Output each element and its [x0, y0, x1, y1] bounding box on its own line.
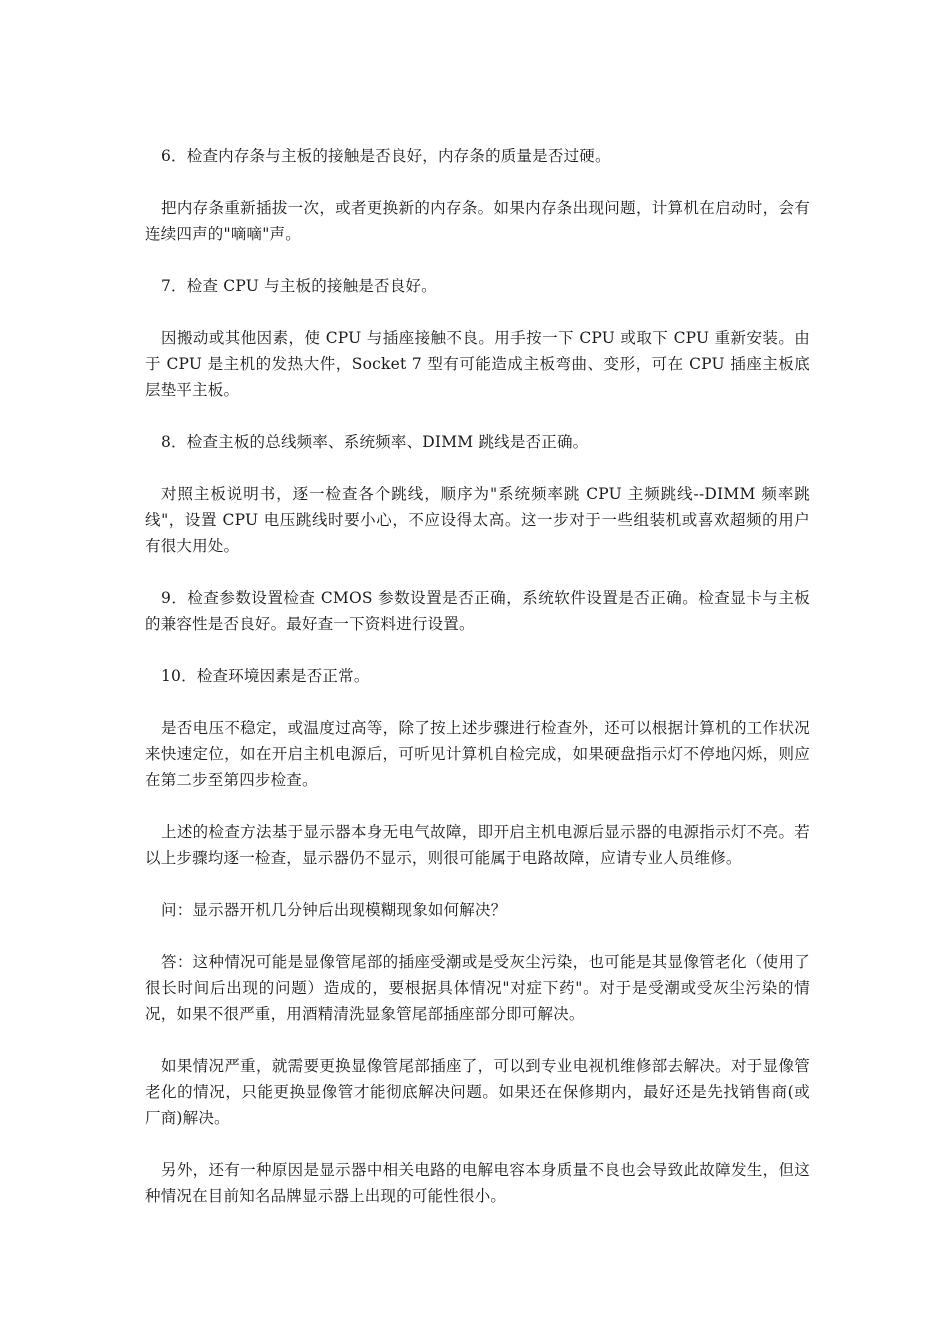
paragraph-other-cause: 另外，还有一种原因是显示器中相关电路的电解电容本身质量不良也会导致此故障发生，但这种情况在目前知名品牌显示器上出现的可能性很小。: [145, 1161, 810, 1205]
paragraph-step-8-detail: 对照主板说明书，逐一检查各个跳线，顺序为"系统频率跳 CPU 主频跳线--DIMM 频率跳线"，设置 CPU 电压跳线时要小心，不应设得太高。这一步对于一些组装机或喜欢超频的用户有很大用处。: [145, 485, 810, 555]
paragraph-step-7-detail: 因搬动或其他因素，使 CPU 与插座接触不良。用手按一下 CPU 或取下 CPU 重新安装。由于 CPU 是主机的发热大件，Socket 7 型有可能造成主板弯曲、变形，可在 CPU 插座主板底层垫平主板。: [145, 329, 810, 399]
paragraph-step-7-heading: 7．检查 CPU 与主板的接触是否良好。: [161, 277, 437, 295]
document-body: [145, 143, 810, 1235]
paragraph-step-6-detail: 把内存条重新插拔一次，或者更换新的内存条。如果内存条出现问题，计算机在启动时，会有连续四声的"嘀嘀"声。: [145, 199, 810, 243]
paragraph-step-8-heading: 8．检查主板的总线频率、系统频率、DIMM 跳线是否正确。: [161, 433, 589, 451]
paragraph-question: 问：显示器开机几分钟后出现模糊现象如何解决？: [161, 901, 507, 919]
paragraph-summary: 上述的检查方法基于显示器本身无电气故障，即开启主机电源后显示器的电源指示灯不亮。若以上步骤均逐一检查，显示器仍不显示，则很可能属于电路故障，应请专业人员维修。: [145, 823, 810, 867]
paragraph-step-10-heading: 10．检查环境因素是否正常。: [161, 667, 370, 685]
paragraph-step-9: 9．检查参数设置检查 CMOS 参数设置是否正确，系统软件设置是否正确。检查显卡与主板的兼容性是否良好。最好查一下资料进行设置。: [145, 589, 810, 633]
paragraph-step-6-heading: 6．检查内存条与主板的接触是否良好，内存条的质量是否过硬。: [161, 147, 611, 165]
paragraph-step-10-detail: 是否电压不稳定，或温度过高等，除了按上述步骤进行检查外，还可以根据计算机的工作状况来快速定位，如在开启主机电源后，可听见计算机自检完成，如果硬盘指示灯不停地闪烁，则应在第二步至第四步检查。: [145, 719, 810, 789]
paragraph-answer: 答：这种情况可能是显像管尾部的插座受潮或是受灰尘污染，也可能是其显像管老化（使用了很长时间后出现的问题）造成的，要根据具体情况"对症下药"。对于是受潮或受灰尘污染的情况，如果不很严重，用酒精清洗显象管尾部插座部分即可解决。: [145, 953, 810, 1023]
paragraph-severe-case: 如果情况严重，就需要更换显像管尾部插座了，可以到专业电视机维修部去解决。对于显像管老化的情况，只能更换显像管才能彻底解决问题。如果还在保修期内，最好还是先找销售商(或厂商)解决。: [145, 1057, 810, 1127]
